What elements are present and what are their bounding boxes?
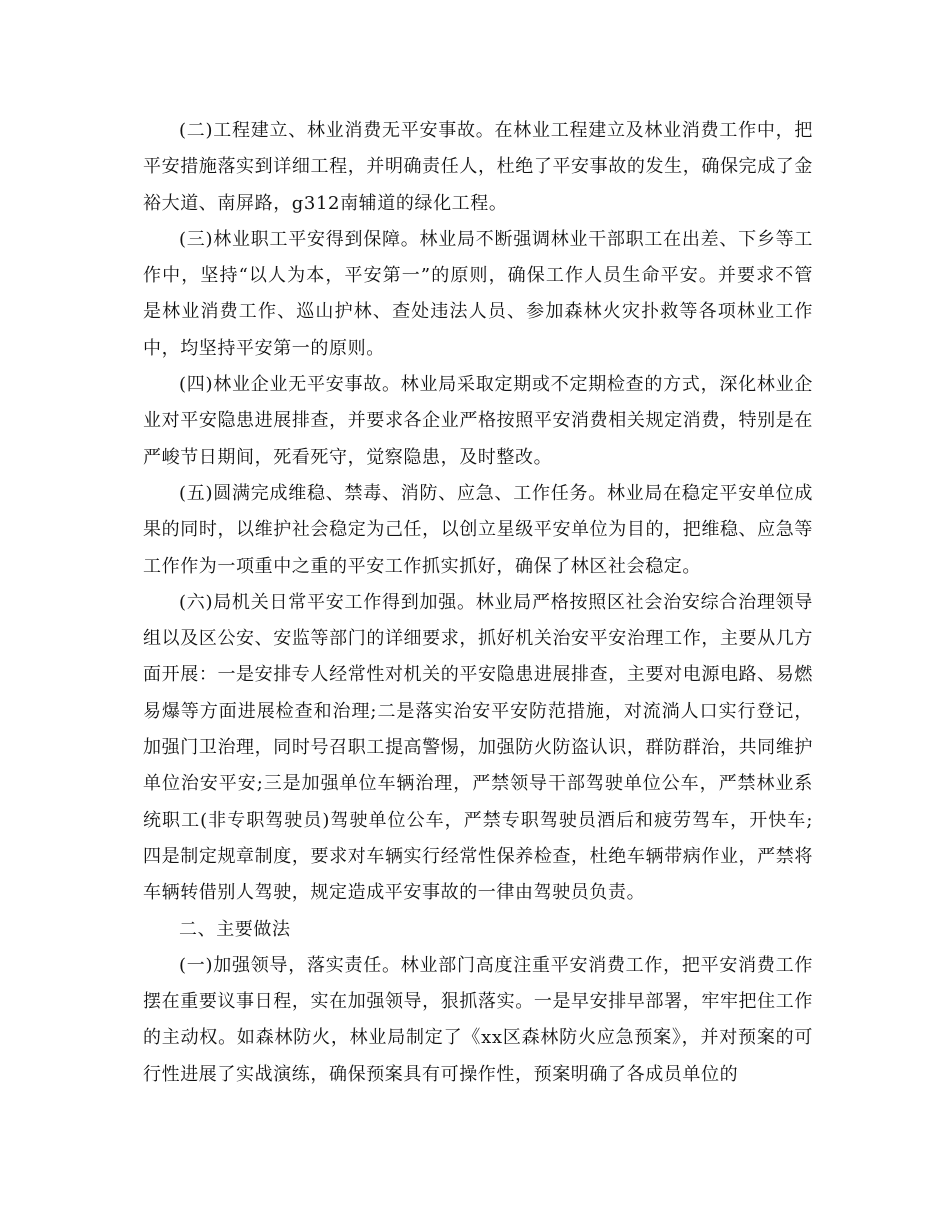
paragraph-6: (六)局机关日常平安工作得到加强。林业局严格按照区社会治安综合治理领导组以及区公安、安监等部门的详细要求，抓好机关治安平安治理工作，主要从几方面开展：一是安排专人经常性对机关的平安隐患进展排查，主要对电源电路、易燃易爆等方面进展检查和治理;二是落实治安平安防范措施，对流淌人口实行登记，加强门卫治理，同时号召职工提高警惕，加强防火防盗认识，群防群治，共同维护单位治安平安;三是加强单位车辆治理，严禁领导干部驾驶单位公车，严禁林业系统职工(非专职驾驶员)驾驶单位公车，严禁专职驾驶员酒后和疲劳驾车，开快车;四是制定规章制度，要求对车辆实行经常性保养检查，杜绝车辆带病作业，严禁将车辆转借别人驾驶，规定造成平安事故的一律由驾驶员负责。 — [143, 591, 813, 904]
paragraph-2: (二)工程建立、林业消费无平安事故。在林业工程建立及林业消费工作中，把平安措施落实到详细工程，并明确责任人，杜绝了平安事故的发生，确保完成了金裕大道、南屏路，g312南辅道的绿化工程。 — [143, 120, 813, 214]
paragraph-method-1: (一)加强领导，落实责任。林业部门高度注重平安消费工作，把平安消费工作摆在重要议事日程，实在加强领导，狠抓落实。一是早安排早部署，牢牢把住工作的主动权。如森林防火，林业局制定了《xx区森林防火应急预案》，并对预案的可行性进展了实战演练，确保预案具有可操作性，预案明确了各成员单位的 — [143, 954, 813, 1085]
paragraph-4: (四)林业企业无平安事故。林业局采取定期或不定期检查的方式，深化林业企业对平安隐患进展排查，并要求各企业严格按照平安消费相关规定消费，特别是在严峻节日期间，死看死守，觉察隐患，及时整改。 — [143, 374, 813, 468]
document-body — [143, 113, 813, 1093]
paragraph-3: (三)林业职工平安得到保障。林业局不断强调林业干部职工在出差、下乡等工作中，坚持“以人为本，平安第一”的原则，确保工作人员生命平安。并要求不管是林业消费工作、巡山护林、查处违法人员、参加森林火灾扑救等各项林业工作中，均坚持平安第一的原则。 — [143, 228, 813, 359]
paragraph-5: (五)圆满完成维稳、禁毒、消防、应急、工作任务。林业局在稳定平安单位成果的同时，以维护社会稳定为己任，以创立星级平安单位为目的，把维稳、应急等工作作为一项重中之重的平安工作抓实抓好，确保了林区社会稳定。 — [143, 482, 813, 577]
section-heading: 二、主要做法 — [179, 918, 291, 940]
